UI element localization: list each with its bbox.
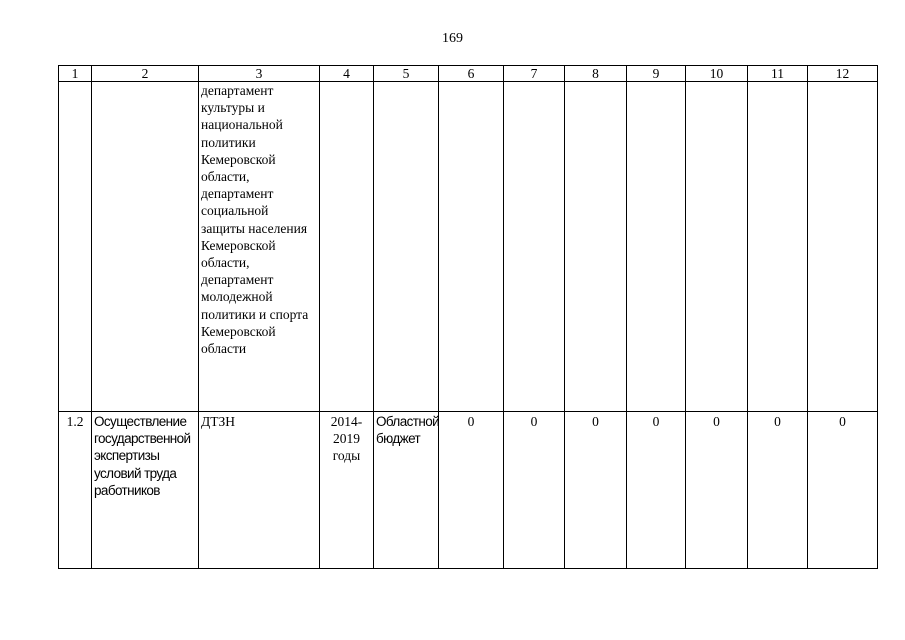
table-cell	[686, 82, 748, 412]
table-cell	[627, 82, 686, 412]
executor-cell: департамент культуры и национальной политики Кемеровской области, департамент социальной защиты населения Кемеровской области, департамент молодежной политики и спорта Кемеровской области	[199, 82, 320, 412]
table-cell	[439, 82, 504, 412]
header-cell: 11	[748, 66, 808, 82]
value-cell: 0	[439, 412, 504, 569]
page-number: 169	[442, 31, 463, 46]
funding-source: Областной бюджет	[374, 412, 439, 569]
table-cell	[92, 82, 199, 412]
header-cell: 12	[808, 66, 878, 82]
period-cell: 2014- 2019 годы	[320, 412, 374, 569]
table-row	[59, 82, 878, 412]
row-number: 1.2	[59, 412, 92, 569]
executor-cell: ДТЗН	[199, 412, 320, 569]
header-cell: 2	[92, 66, 199, 82]
value-cell: 0	[748, 412, 808, 569]
table-cell	[374, 82, 439, 412]
table-cell	[808, 82, 878, 412]
header-cell: 5	[374, 66, 439, 82]
program-table	[58, 65, 878, 569]
header-cell: 1	[59, 66, 92, 82]
header-cell: 3	[199, 66, 320, 82]
value-cell: 0	[565, 412, 627, 569]
header-cell: 7	[504, 66, 565, 82]
header-cell: 8	[565, 66, 627, 82]
value-cell: 0	[808, 412, 878, 569]
table-cell	[504, 82, 565, 412]
table-cell	[320, 82, 374, 412]
table-cell	[565, 82, 627, 412]
table-row	[59, 412, 878, 569]
value-cell: 0	[504, 412, 565, 569]
value-cell: 0	[686, 412, 748, 569]
header-cell: 4	[320, 66, 374, 82]
header-cell: 6	[439, 66, 504, 82]
table-cell	[59, 82, 92, 412]
header-row	[59, 66, 878, 82]
header-cell: 9	[627, 66, 686, 82]
activity-name: Осуществление государственной экспертизы условий труда работников	[92, 412, 199, 569]
value-cell: 0	[627, 412, 686, 569]
header-cell: 10	[686, 66, 748, 82]
table-cell	[748, 82, 808, 412]
